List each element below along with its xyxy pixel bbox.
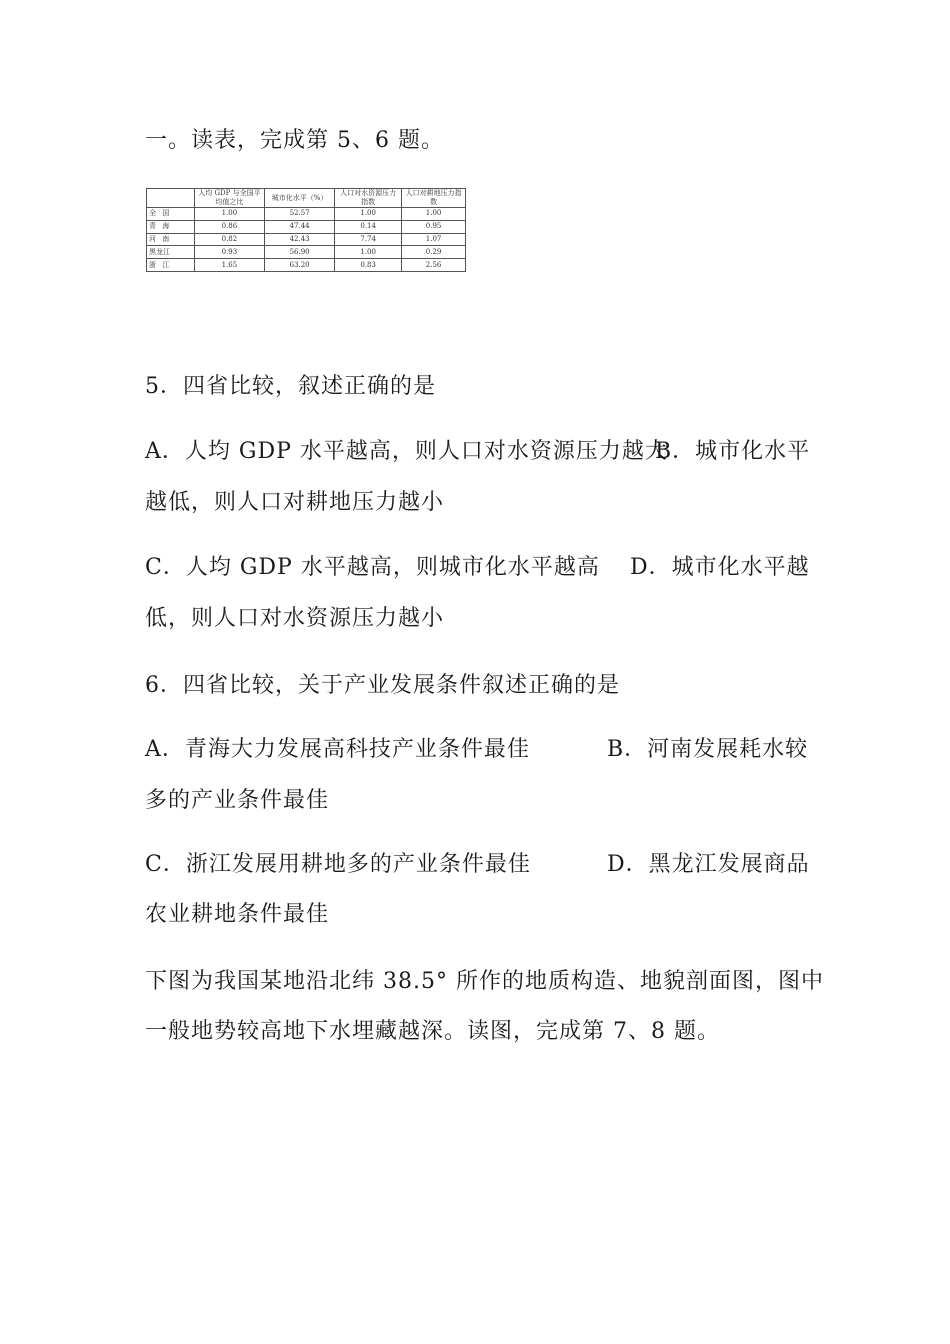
cell: 0.83 bbox=[335, 259, 402, 272]
cell-region: 河 南 bbox=[147, 233, 195, 246]
cell: 0.82 bbox=[194, 233, 264, 246]
data-table-image bbox=[146, 188, 466, 272]
header-gdp: 人均 GDP 与全国平均值之比 bbox=[194, 189, 264, 208]
cell: 1.00 bbox=[335, 246, 402, 259]
cell: 0.29 bbox=[402, 246, 466, 259]
q5-stem: 5．四省比较，叙述正确的是 bbox=[145, 374, 436, 399]
q6-option-d-cont: 农业耕地条件最佳 bbox=[145, 902, 330, 927]
cell-region: 浙 江 bbox=[147, 259, 195, 272]
cell-region: 全 国 bbox=[147, 208, 195, 221]
cell: 0.14 bbox=[335, 220, 402, 233]
header-water-pressure: 人口对水资源压力指数 bbox=[335, 189, 402, 208]
data-table bbox=[146, 188, 466, 272]
q6-option-c: C．浙江发展用耕地多的产业条件最佳 bbox=[145, 852, 531, 877]
cell: 52.57 bbox=[265, 208, 335, 221]
q6-option-b-cont: 多的产业条件最佳 bbox=[145, 788, 330, 813]
table-header-row bbox=[147, 189, 466, 208]
q5-option-b: B．城市化水平 bbox=[655, 439, 811, 464]
header-region bbox=[147, 189, 195, 208]
cell: 7.74 bbox=[335, 233, 402, 246]
cell: 0.95 bbox=[402, 220, 466, 233]
table-row bbox=[147, 220, 466, 233]
cell: 0.86 bbox=[194, 220, 264, 233]
cell: 1.07 bbox=[402, 233, 466, 246]
next-intro-line2: 一般地势较高地下水埋藏越深。读图，完成第 7、8 题。 bbox=[145, 1019, 720, 1044]
q5-option-d: D．城市化水平越 bbox=[630, 555, 810, 580]
cell: 1.00 bbox=[402, 208, 466, 221]
q6-stem: 6．四省比较，关于产业发展条件叙述正确的是 bbox=[145, 673, 620, 698]
cell: 1.65 bbox=[194, 259, 264, 272]
table-row bbox=[147, 259, 466, 272]
header-urbanization: 城市化水平（%） bbox=[265, 189, 335, 208]
header-farmland-pressure: 人口对耕地压力指数 bbox=[402, 189, 466, 208]
cell: 2.56 bbox=[402, 259, 466, 272]
q5-option-d-cont: 低，则人口对水资源压力越小 bbox=[145, 606, 445, 631]
q5-option-c: C．人均 GDP 水平越高，则城市化水平越高 bbox=[145, 555, 600, 580]
q6-option-b: B．河南发展耗水较 bbox=[607, 737, 809, 762]
q6-option-d: D．黑龙江发展商品 bbox=[607, 852, 810, 877]
cell: 0.93 bbox=[194, 246, 264, 259]
q6-option-a: A．青海大力发展高科技产业条件最佳 bbox=[145, 737, 530, 762]
cell: 56.90 bbox=[265, 246, 335, 259]
table-row bbox=[147, 233, 466, 246]
cell-region: 黑龙江 bbox=[147, 246, 195, 259]
cell: 63.20 bbox=[265, 259, 335, 272]
next-intro-line1: 下图为我国某地沿北纬 38.5° 所作的地质构造、地貌剖面图，图中 bbox=[145, 969, 824, 994]
intro-text: 一。读表，完成第 5、6 题。 bbox=[145, 128, 444, 153]
q5-option-a: A．人均 GDP 水平越高，则人口对水资源压力越大 bbox=[145, 439, 668, 464]
cell-region: 青 海 bbox=[147, 220, 195, 233]
cell: 1.00 bbox=[194, 208, 264, 221]
cell: 47.44 bbox=[265, 220, 335, 233]
q5-option-b-cont: 越低，则人口对耕地压力越小 bbox=[145, 490, 445, 515]
cell: 42.43 bbox=[265, 233, 335, 246]
table-row bbox=[147, 208, 466, 221]
cell: 1.00 bbox=[335, 208, 402, 221]
table-row bbox=[147, 246, 466, 259]
